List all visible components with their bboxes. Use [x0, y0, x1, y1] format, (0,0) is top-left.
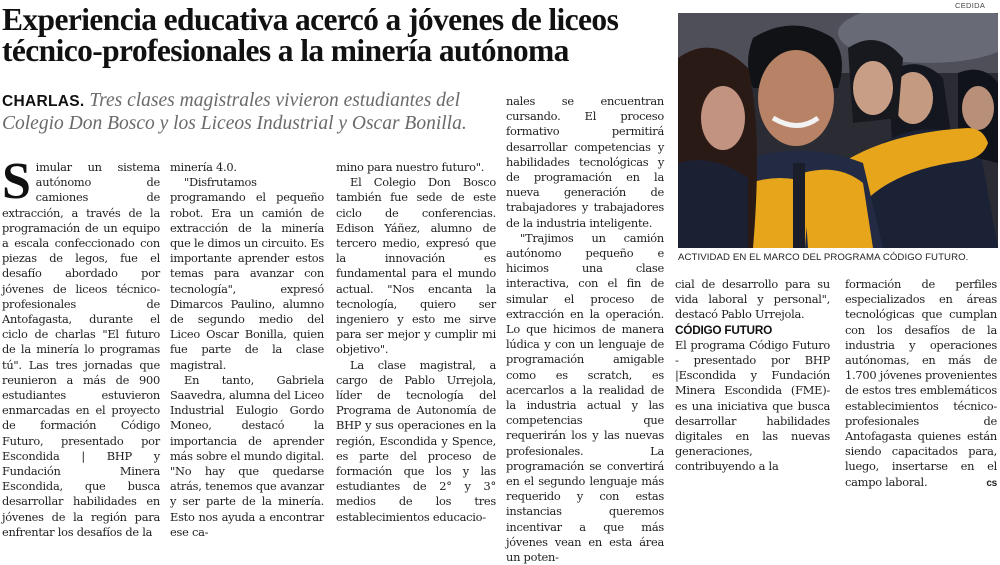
paragraph: minería 4.0. — [170, 160, 237, 174]
students-photo-illustration — [678, 13, 998, 248]
end-mark: cs — [986, 477, 997, 489]
paragraph: mino para nuestro futuro". — [336, 160, 485, 174]
section-kicker: CHARLAS. — [2, 93, 85, 110]
subheadline-text: Tres clases magistrales vivieron estudiantes del Colegio Don Bosco y los Liceos Industrial y Oscar Bonilla. — [2, 90, 467, 134]
article-column-4 — [506, 94, 664, 565]
paragraph: El programa Código Futuro - presentado por BHP |Escondida y Fundación Minera Escondida (FME)- es una iniciativa que busca desarrollar habilidades digitales en las nuevas generaciones, contribuyendo a la — [675, 337, 830, 474]
drop-cap: S — [2, 153, 31, 210]
article-column-5 — [675, 277, 830, 475]
paragraph: formación de perfiles especializados en áreas tecnológicas que cumplan con los desafíos de la industria y operaciones autónomas, en más de 1.700 jóvenes provenientes de estos tres emblemáticos establecimientos técnico-profesionales de Antofagasta quienes están siendo capacitados para, luego, insertarse en el campo laboral. — [845, 277, 997, 489]
article-column-6 — [845, 277, 997, 491]
paragraph: "Trajimos un camión autónomo pequeño e hicimos una clase interactiva, con el fin de simular el proceso de extracción en la operación. Lo que hicimos de manera lúdica y con un lenguaje de programación amigable como es scratch, es acercarlos a la realidad de la industria actual y las competencias que requerirán los y las nuevas profesionales. La programación se convertirá en el segundo lenguaje más requerido y con estas instancias queremos incentivar a que más jóvenes vean en esta área un poten- — [506, 230, 664, 565]
photo-caption: ACTIVIDAD EN EL MARCO DEL PROGRAMA CÓDIGO FUTURO. — [678, 252, 969, 263]
article-column-3 — [336, 160, 496, 525]
paragraph: "Disfrutamos programando el pequeño robot. Era un camión de extracción de la minería que le dimos un circuito. Es importante aprender estos temas para avanzar con tecnología", expresó Dimarcos Paulino, alumno de segundo medio del Liceo Oscar Bonilla, quien fue parte de la clase magistral. — [170, 175, 324, 372]
article-photo — [678, 13, 998, 248]
article-headline: Experiencia educativa acercó a jóvenes de liceos técnico-profesionales a la minería autónoma — [2, 2, 619, 68]
article-column-2 — [170, 160, 324, 540]
article-subheadline — [2, 90, 494, 135]
paragraph: nales se encuentran cursando. El proceso formativo permitirá desarrollar competencias y habilidades tecnológicas y de programación en la nueva generación de trabajadores y trabajadores de la industria inteligente. — [506, 94, 664, 230]
article-column-1 — [2, 153, 160, 540]
paragraph: cial de desarrollo para su vida laboral y personal", destacó Pablo Urrejola. — [675, 277, 830, 322]
paragraph: imular un sistema autónomo de camiones de extracción, a través de la programación de un equipo a escala confeccionado con piezas de legos, fue el desafío abordado por jóvenes de liceos técnico-profesionales de Antofagasta, durante el ciclo de charlas "El futuro de la minería lo programas tú". Las tres jornadas que reunieron a más de 900 estudiantes estuvieron enmarcadas en el proyecto de formación Código Futuro, presentado por Escondida | BHP y Fundación Minera Escondida, que busca desarrollar habilidades en jóvenes de la región para enfrentar los desafíos de la — [2, 160, 160, 539]
section-title: CÓDIGO FUTURO — [675, 322, 773, 337]
paragraph: La clase magistral, a cargo de Pablo Urrejola, líder de tecnología del Programa de Autonomía de BHP y sus operaciones en la región, Escondida y Spence, es parte del proceso de formación que los y las estudiantes de 2° y 3° medios de los tres establecimientos educacio- — [336, 357, 496, 524]
paragraph: En tanto, Gabriela Saavedra, alumna del Liceo Industrial Eulogio Gordo Moneo, destacó la importancia de aprender más sobre el mundo digital. "No hay que quedarse atrás, tenemos que avanzar y ser parte de la minería. Esto nos ayuda a encontrar ese ca- — [170, 372, 324, 539]
paragraph: El Colegio Don Bosco también fue sede de este ciclo de conferencias. Edison Yáñez, alumno de tercero medio, expresó que la innovación es fundamental para el mundo actual. "Nos encanta la tecnología, quiero ser ingeniero y esto me sirve para ser mejor y cumplir mi objetivo". — [336, 175, 496, 357]
photo-credit: CEDIDA — [955, 1, 986, 10]
